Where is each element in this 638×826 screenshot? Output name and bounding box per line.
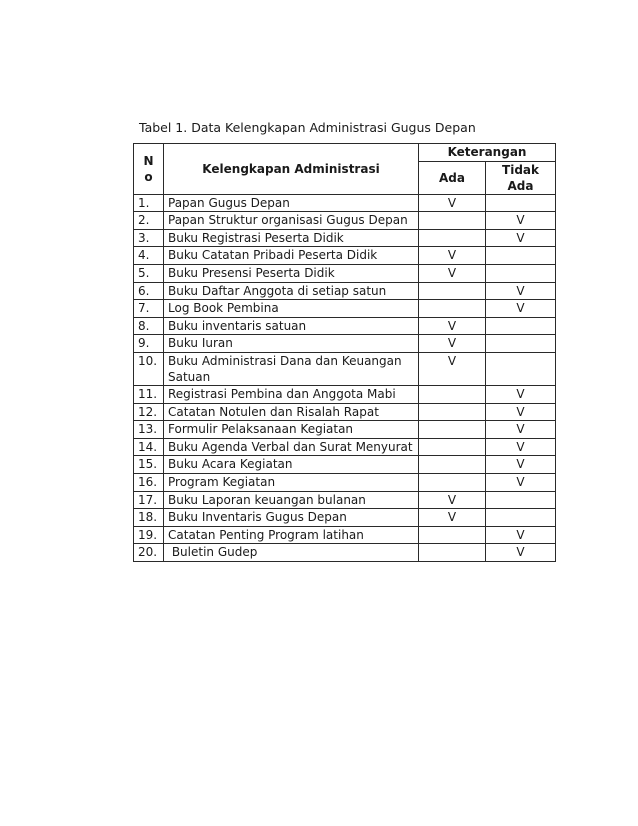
ada-mark: V: [419, 317, 486, 335]
ada-mark: V: [419, 194, 486, 212]
table-row: [134, 473, 556, 491]
row-number: 2.: [134, 212, 164, 230]
ada-mark: V: [419, 247, 486, 265]
row-number: 11.: [134, 385, 164, 403]
row-number: 7.: [134, 300, 164, 318]
tidak-ada-mark: [486, 317, 556, 335]
tidak-ada-mark: V: [486, 456, 556, 474]
tidak-ada-mark: V: [486, 438, 556, 456]
row-item: Buku Daftar Anggota di setiap satun: [164, 282, 419, 300]
ada-mark: [419, 438, 486, 456]
header-no-top: N: [143, 153, 154, 168]
table-row: [134, 509, 556, 527]
ada-mark: [419, 403, 486, 421]
row-item: Buku Iuran: [164, 335, 419, 353]
header-no-bottom: o: [144, 169, 153, 184]
header-keterangan: Keterangan: [419, 144, 556, 162]
header-item: Kelengkapan Administrasi: [164, 144, 419, 195]
row-item: Buletin Gudep: [164, 544, 419, 562]
ada-mark: [419, 526, 486, 544]
table-row: [134, 456, 556, 474]
row-number: 10.: [134, 352, 164, 385]
row-number: 3.: [134, 229, 164, 247]
tidak-ada-mark: V: [486, 544, 556, 562]
row-number: 18.: [134, 509, 164, 527]
header-tidak-bottom: Ada: [507, 178, 534, 193]
table-row: [134, 526, 556, 544]
row-number: 17.: [134, 491, 164, 509]
table-row: [134, 438, 556, 456]
tidak-ada-mark: V: [486, 526, 556, 544]
tidak-ada-mark: V: [486, 212, 556, 230]
row-item: Papan Gugus Depan: [164, 194, 419, 212]
table-row: [134, 282, 556, 300]
row-number: 15.: [134, 456, 164, 474]
table-row: [134, 403, 556, 421]
tidak-ada-mark: V: [486, 421, 556, 439]
header-row-1: [134, 144, 556, 162]
row-item: Buku Catatan Pribadi Peserta Didik: [164, 247, 419, 265]
ada-mark: V: [419, 352, 486, 385]
row-item: Catatan Penting Program latihan: [164, 526, 419, 544]
table-caption: Tabel 1. Data Kelengkapan Administrasi Gugus Depan: [139, 120, 476, 135]
header-no: [134, 144, 164, 195]
row-number: 9.: [134, 335, 164, 353]
row-number: 5.: [134, 264, 164, 282]
row-item: Buku Acara Kegiatan: [164, 456, 419, 474]
ada-mark: [419, 544, 486, 562]
tidak-ada-mark: V: [486, 300, 556, 318]
ada-mark: V: [419, 335, 486, 353]
table-row: [134, 544, 556, 562]
table-body: [134, 194, 556, 561]
row-number: 16.: [134, 473, 164, 491]
row-number: 14.: [134, 438, 164, 456]
row-item: [164, 352, 419, 385]
row-number: 1.: [134, 194, 164, 212]
tidak-ada-mark: [486, 335, 556, 353]
row-number: 4.: [134, 247, 164, 265]
row-item: Buku Laporan keuangan bulanan: [164, 491, 419, 509]
row-item: Buku Agenda Verbal dan Surat Menyurat: [164, 438, 419, 456]
row-item: Catatan Notulen dan Risalah Rapat: [164, 403, 419, 421]
ada-mark: [419, 385, 486, 403]
row-item: Buku Inventaris Gugus Depan: [164, 509, 419, 527]
ada-mark: [419, 456, 486, 474]
tidak-ada-mark: V: [486, 385, 556, 403]
tidak-ada-mark: [486, 491, 556, 509]
table-row: [134, 212, 556, 230]
row-number: 12.: [134, 403, 164, 421]
header-ada: Ada: [419, 161, 486, 194]
row-number: 19.: [134, 526, 164, 544]
tidak-ada-mark: V: [486, 403, 556, 421]
row-item: Buku inventaris satuan: [164, 317, 419, 335]
tidak-ada-mark: [486, 194, 556, 212]
row-item-line-2: Satuan: [168, 369, 211, 384]
table-row: [134, 421, 556, 439]
tidak-ada-mark: V: [486, 229, 556, 247]
ada-mark: [419, 473, 486, 491]
table-row: [134, 229, 556, 247]
ada-mark: V: [419, 509, 486, 527]
administration-table: [133, 143, 556, 562]
ada-mark: V: [419, 264, 486, 282]
row-item-line-1: Buku Administrasi Dana dan Keuangan: [168, 353, 402, 368]
tidak-ada-mark: V: [486, 473, 556, 491]
table-row: [134, 194, 556, 212]
table-row: [134, 335, 556, 353]
table-row: [134, 300, 556, 318]
row-item: Buku Registrasi Peserta Didik: [164, 229, 419, 247]
ada-mark: [419, 229, 486, 247]
row-item: Papan Struktur organisasi Gugus Depan: [164, 212, 419, 230]
table-row: [134, 385, 556, 403]
tidak-ada-mark: [486, 264, 556, 282]
row-item: Registrasi Pembina dan Anggota Mabi: [164, 385, 419, 403]
row-item: Buku Presensi Peserta Didik: [164, 264, 419, 282]
tidak-ada-mark: [486, 509, 556, 527]
row-number: 8.: [134, 317, 164, 335]
ada-mark: [419, 282, 486, 300]
ada-mark: [419, 300, 486, 318]
row-number: 6.: [134, 282, 164, 300]
row-number: 13.: [134, 421, 164, 439]
ada-mark: V: [419, 491, 486, 509]
table-row: [134, 352, 556, 385]
row-item: Formulir Pelaksanaan Kegiatan: [164, 421, 419, 439]
row-number: 20.: [134, 544, 164, 562]
tidak-ada-mark: [486, 352, 556, 385]
row-item: Program Kegiatan: [164, 473, 419, 491]
header-tidak-top: Tidak: [502, 162, 539, 177]
tidak-ada-mark: V: [486, 282, 556, 300]
table-row: [134, 491, 556, 509]
header-tidak-ada: [486, 161, 556, 194]
table-row: [134, 317, 556, 335]
ada-mark: [419, 212, 486, 230]
tidak-ada-mark: [486, 247, 556, 265]
row-item: Log Book Pembina: [164, 300, 419, 318]
table-row: [134, 247, 556, 265]
table-row: [134, 264, 556, 282]
ada-mark: [419, 421, 486, 439]
